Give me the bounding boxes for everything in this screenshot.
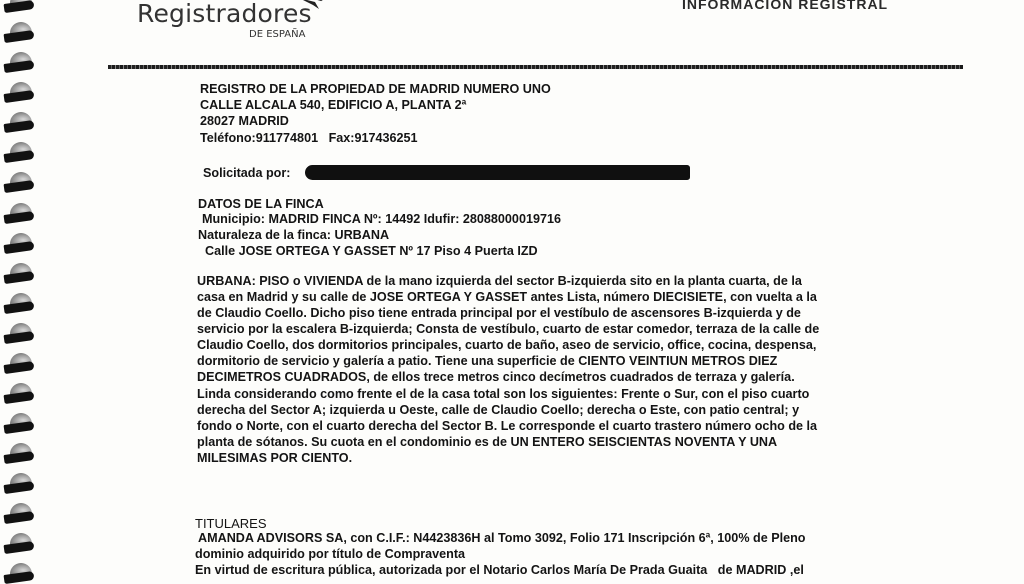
logo-mark-icon bbox=[297, 0, 341, 10]
finca-naturaleza: Naturaleza de la finca: URBANA bbox=[198, 228, 390, 242]
registry-name: REGISTRO DE LA PROPIEDAD DE MADRID NUMERO UNO bbox=[200, 82, 551, 96]
binding-ring bbox=[4, 0, 34, 12]
binding-ring bbox=[4, 443, 34, 463]
binding-ring bbox=[4, 233, 34, 253]
binding-ring bbox=[4, 563, 34, 583]
description-line: URBANA: PISO o VIVIENDA de la mano izquierda del sector B-izquierda sito en la planta cuarta, de la bbox=[197, 274, 802, 288]
binding-ring bbox=[4, 503, 34, 523]
requested-by-label: Solicitada por: bbox=[203, 166, 291, 180]
description-line: Claudio Coello, dos dormitorios principales, cuarto de baño, aseo de servicio, office, cocina, despensa, bbox=[197, 338, 817, 352]
titular-owner: AMANDA ADVISORS SA, con C.I.F.: N4423836H al Tomo 3092, Folio 171 Inscripción 6ª, 100% de Pleno bbox=[195, 531, 806, 545]
finca-direccion: Calle JOSE ORTEGA Y GASSET Nº 17 Piso 4 Puerta IZD bbox=[205, 244, 538, 258]
binding-ring bbox=[4, 353, 34, 373]
titulares-heading: TITULARES bbox=[195, 516, 267, 531]
binding-ring bbox=[4, 533, 34, 553]
titular-escritura: En virtud de escritura pública, autorizada por el Notario Carlos María De Prada Guaita de MADRID ,el bbox=[195, 563, 804, 577]
spiral-binding bbox=[0, 0, 48, 576]
registry-city: 28027 MADRID bbox=[200, 114, 289, 128]
description-line: casa en Madrid y su calle de JOSE ORTEGA Y GASSET antes Lista, número DIECISIETE, con vuelta a la bbox=[197, 290, 817, 304]
document-title: INFORMACION REGISTRAL bbox=[682, 0, 889, 12]
binding-ring bbox=[4, 82, 34, 102]
binding-ring bbox=[4, 383, 34, 403]
header-divider bbox=[108, 65, 963, 69]
binding-ring bbox=[4, 323, 34, 343]
binding-ring bbox=[4, 22, 34, 42]
description-line: servicio por la escalera B-izquierda; Consta de vestíbulo, cuarto de estar comedor, terraza de la calle de bbox=[197, 322, 820, 336]
binding-ring bbox=[4, 112, 34, 132]
finca-municipio: Municipio: MADRID FINCA Nº: 14492 Idufir: 28088000019716 bbox=[202, 212, 561, 226]
binding-ring bbox=[4, 142, 34, 162]
registry-phone-fax: Teléfono:911774801 Fax:917436251 bbox=[200, 131, 418, 145]
binding-ring bbox=[4, 293, 34, 313]
finca-heading: DATOS DE LA FINCA bbox=[198, 197, 324, 211]
binding-ring bbox=[4, 263, 34, 283]
description-line: Linda considerando como frente el de la casa total son los siguientes: Frente o Sur, con el piso cuarto bbox=[197, 387, 810, 401]
description-line: fondo o Norte, con el cuarto derecha del Sector B. Le corresponde el cuarto trastero número ocho de la bbox=[197, 419, 818, 433]
binding-ring bbox=[4, 172, 34, 192]
registradores-logo bbox=[137, 0, 312, 40]
binding-ring bbox=[4, 203, 34, 223]
description-line: planta de sótanos. Su cuota en el condominio es de UN ENTERO SEISCIENTAS NOVENTA Y UNA bbox=[197, 435, 778, 449]
logo-subtitle: DE ESPAÑA bbox=[249, 29, 306, 40]
binding-ring bbox=[4, 52, 34, 72]
binding-ring bbox=[4, 413, 34, 433]
redacted-requester bbox=[305, 165, 690, 180]
description-line: de Claudio Coello. Dicho piso tiene entrada principal por el vestíbulo de ascensores B-izquierda y de bbox=[197, 306, 801, 320]
binding-ring bbox=[4, 473, 34, 493]
registry-address: CALLE ALCALA 540, EDIFICIO A, PLANTA 2ª bbox=[200, 98, 467, 112]
logo-name: Registradores bbox=[137, 0, 312, 28]
description-line: dormitorio de servicio y galería a patio. Tiene una superficie de CIENTO VEINTIUN METROS DIEZ bbox=[197, 354, 778, 368]
description-line: DECIMETROS CUADRADOS, de ellos trece metros cinco decímetros cuadrados de terraza y galería. bbox=[197, 370, 795, 384]
description-line: MILESIMAS POR CIENTO. bbox=[197, 451, 353, 465]
description-line: derecha del Sector A; izquierda u Oeste, calle de Claudio Coello; derecha o Este, con patio central; y bbox=[197, 403, 800, 417]
titular-dominio: dominio adquirido por título de Compraventa bbox=[195, 547, 466, 561]
